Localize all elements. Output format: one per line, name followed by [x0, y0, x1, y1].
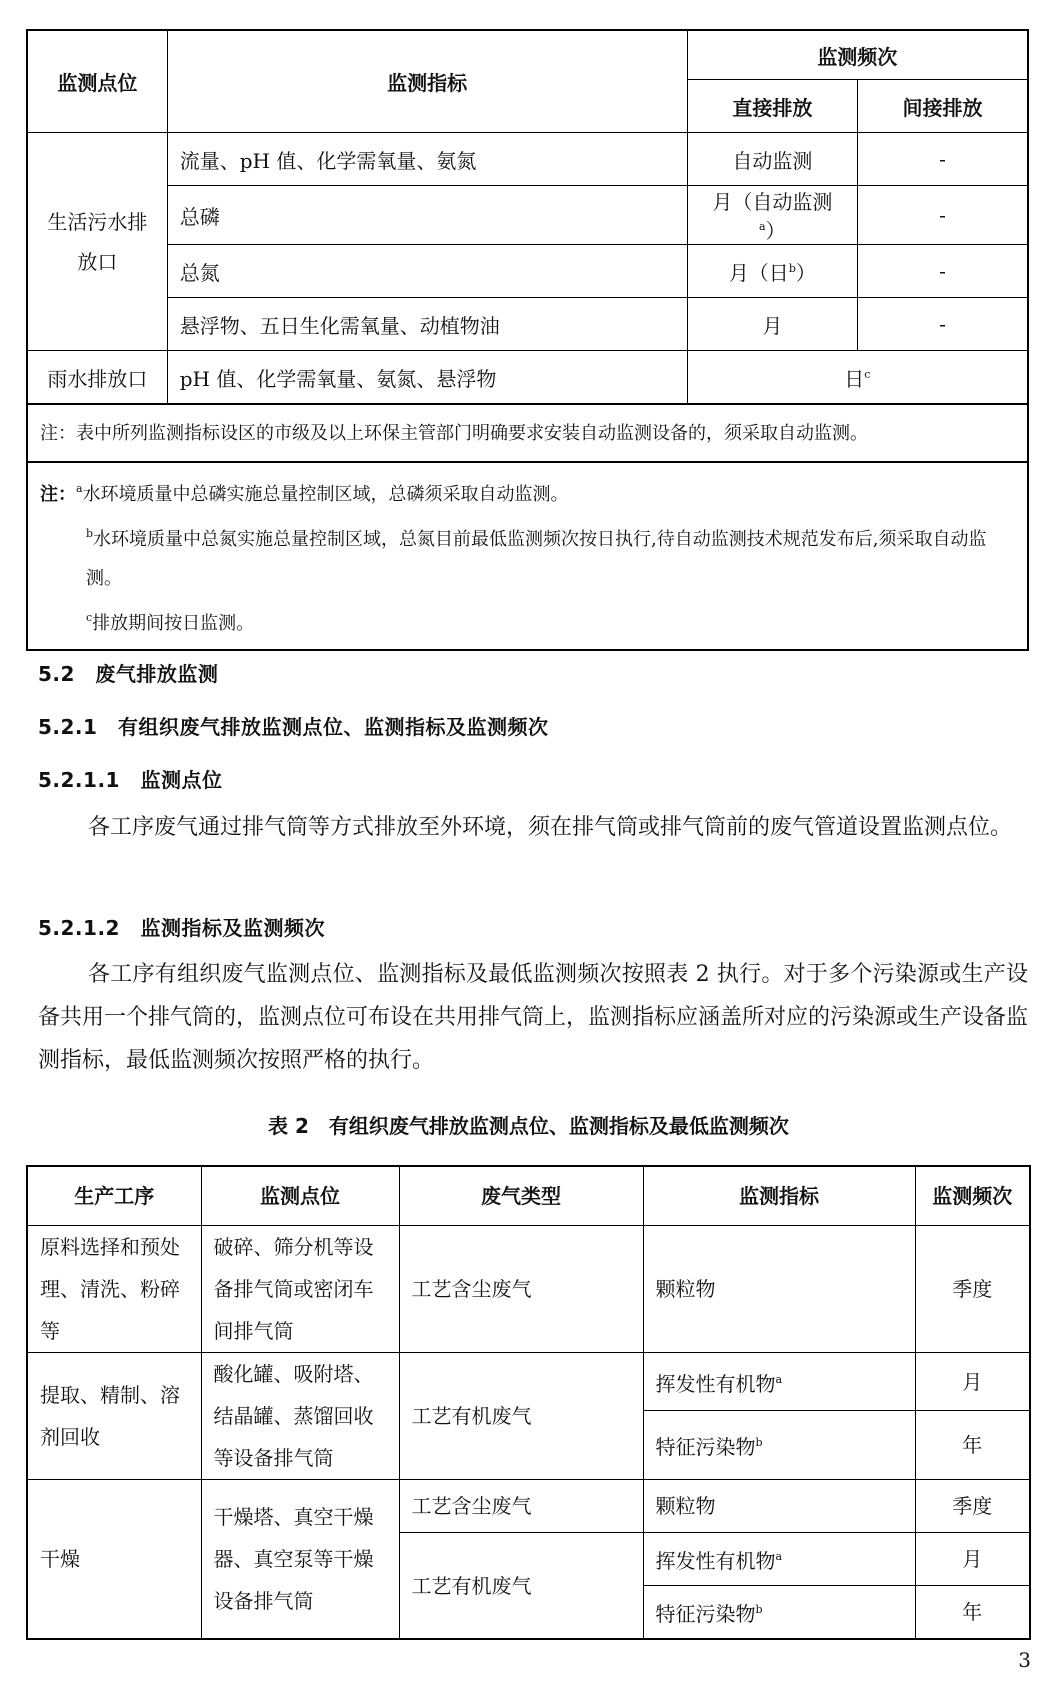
note2-line-c	[40, 598, 1015, 643]
row2-direct	[687, 186, 857, 245]
t2-r2-frequency2: 年	[915, 1411, 1030, 1480]
row3-indicator: 总氮	[167, 245, 687, 298]
note2-prefix: 注：	[40, 484, 76, 505]
row3-direct	[687, 245, 857, 298]
heading-5-2: 5.2 废气排放监测	[38, 662, 219, 686]
t2-r3-frequency3: 年	[915, 1586, 1030, 1640]
t2-r2-indicator1	[643, 1353, 915, 1411]
t2-r2-indicator2	[643, 1411, 915, 1480]
rain-indicator: pH 值、化学需氧量、氨氮、悬浮物	[167, 351, 687, 405]
heading-5-2-1-1: 5.2.1.1 监测点位	[38, 768, 223, 792]
t2-r3-ind2-sup: a	[775, 1550, 783, 1563]
note2-a-text: 水环境质量中总磷实施总量控制区域，总磷须采取自动监测。	[82, 484, 569, 505]
t2-r1-gas-type: 工艺含尘废气	[399, 1226, 643, 1353]
wastewater-monitoring-table	[26, 29, 1029, 651]
table2-caption: 表 2 有组织废气排放监测点位、监测指标及最低监测频次	[268, 1114, 789, 1138]
note2-line-a	[40, 469, 1015, 514]
t2-r3-ind3-sup: b	[755, 1603, 763, 1616]
note2-sup-a: a	[76, 482, 83, 495]
t2-r3-ind3-text: 特征污染物	[655, 1602, 756, 1626]
note2-b-text: 水环境质量中总氮实施总量控制区域，总氮目前最低监测频次按日执行,待自动监测技术规范发布后,须采取自动监测。	[86, 529, 987, 589]
row4-direct: 月	[687, 298, 857, 351]
header-indicator: 监测指标	[167, 30, 687, 133]
table1-note1: 注：表中所列监测指标设区的市级及以上环保主管部门明确要求安装自动监测设备的，须采取自动监测。	[27, 404, 1028, 462]
row2-direct-sup: a	[759, 220, 766, 233]
exhaust-gas-monitoring-table	[26, 1165, 1031, 1640]
row4-indicator: 悬浮物、五日生化需氧量、动植物油	[167, 298, 687, 351]
header-indirect: 间接排放	[858, 80, 1028, 133]
t2-r2-ind2-sup: b	[755, 1436, 763, 1450]
t2-header-site: 监测点位	[201, 1166, 399, 1226]
t2-r3-site: 干燥塔、真空干燥器、真空泵等干燥设备排气筒	[201, 1480, 399, 1640]
t2-r1-site: 破碎、筛分机等设备排气筒或密闭车间排气筒	[201, 1226, 399, 1353]
header-site: 监测点位	[27, 30, 167, 133]
t2-r3-indicator2	[643, 1533, 915, 1586]
t2-r1-indicator: 颗粒物	[643, 1226, 915, 1353]
rain-outlet-label: 雨水排放口	[27, 351, 167, 405]
t2-r2-gas-type: 工艺有机废气	[399, 1353, 643, 1480]
t2-header-gas-type: 废气类型	[399, 1166, 643, 1226]
heading-5-2-1: 5.2.1 有组织废气排放监测点位、监测指标及监测频次	[38, 715, 549, 739]
row1-direct: 自动监测	[687, 133, 857, 186]
row3-indirect: -	[858, 245, 1028, 298]
t2-r3-gas-type1: 工艺含尘废气	[399, 1480, 643, 1533]
page-number: 3	[1018, 1648, 1031, 1672]
row3-direct-sup: b	[788, 261, 796, 275]
paragraph-5-2-1-1: 各工序废气通过排气筒等方式排放至外环境，须在排气筒或排气筒前的废气管道设置监测点位。	[88, 815, 1013, 840]
rain-freq-text: 日	[844, 366, 865, 391]
t2-r1-frequency: 季度	[915, 1226, 1030, 1353]
note2-c-text: 排放期间按日监测。	[92, 613, 255, 634]
row2-direct-tail: ）	[765, 219, 786, 243]
row2-indicator: 总磷	[167, 186, 687, 245]
t2-r1-process: 原料选择和预处理、清洗、粉碎等	[27, 1226, 201, 1353]
domestic-outlet-label	[27, 133, 167, 351]
row3-direct-text: 月（日	[728, 260, 789, 285]
heading-5-2-1-2: 5.2.1.2 监测指标及监测频次	[38, 916, 325, 940]
t2-r3-indicator1: 颗粒物	[643, 1480, 915, 1533]
t2-r3-process: 干燥	[27, 1480, 201, 1640]
t2-r3-gas-type2: 工艺有机废气	[399, 1533, 643, 1640]
row2-indirect: -	[858, 186, 1028, 245]
rain-freq-sup: c	[864, 367, 871, 381]
t2-r2-site: 酸化罐、吸附塔、结晶罐、蒸馏回收等设备排气筒	[201, 1353, 399, 1480]
t2-r2-ind1-text: 挥发性有机物	[655, 1371, 776, 1396]
row3-direct-tail: ）	[795, 260, 816, 285]
t2-r3-ind2-text: 挥发性有机物	[655, 1549, 776, 1573]
row1-indicator: 流量、pH 值、化学需氧量、氨氮	[167, 133, 687, 186]
t2-r2-frequency1: 月	[915, 1353, 1030, 1411]
t2-header-indicator: 监测指标	[643, 1166, 915, 1226]
paragraph-5-2-1-2: 各工序有组织废气监测点位、监测指标及最低监测频次按照表 2 执行。对于多个污染源或生产设备共用一个排气筒的，监测点位可布设在共用排气筒上，监测指标应涵盖所对应的污染源或生产设备监测指标，最低监测频次按照严格的执行。	[38, 962, 1029, 1073]
t2-r2-ind2-text: 特征污染物	[655, 1435, 756, 1460]
t2-header-process: 生产工序	[27, 1166, 201, 1226]
note2-sup-b: b	[86, 527, 94, 540]
row2-direct-text: 月（自动监测	[712, 190, 833, 214]
t2-header-frequency: 监测频次	[915, 1166, 1030, 1226]
table1-note2	[27, 462, 1028, 650]
domestic-outlet-text: 生活污水排放口	[47, 209, 148, 274]
header-frequency: 监测频次	[687, 30, 1028, 80]
t2-r3-frequency1: 季度	[915, 1480, 1030, 1533]
t2-r2-process: 提取、精制、溶剂回收	[27, 1353, 201, 1480]
t2-r2-ind1-sup: a	[775, 1372, 783, 1386]
note2-line-b	[40, 514, 1015, 598]
row1-indirect: -	[858, 133, 1028, 186]
t2-r3-frequency2: 月	[915, 1533, 1030, 1586]
rain-frequency	[687, 351, 1028, 405]
t2-r3-indicator3	[643, 1586, 915, 1640]
header-direct: 直接排放	[687, 80, 857, 133]
note2-sup-c: c	[86, 611, 93, 624]
row4-indirect: -	[858, 298, 1028, 351]
